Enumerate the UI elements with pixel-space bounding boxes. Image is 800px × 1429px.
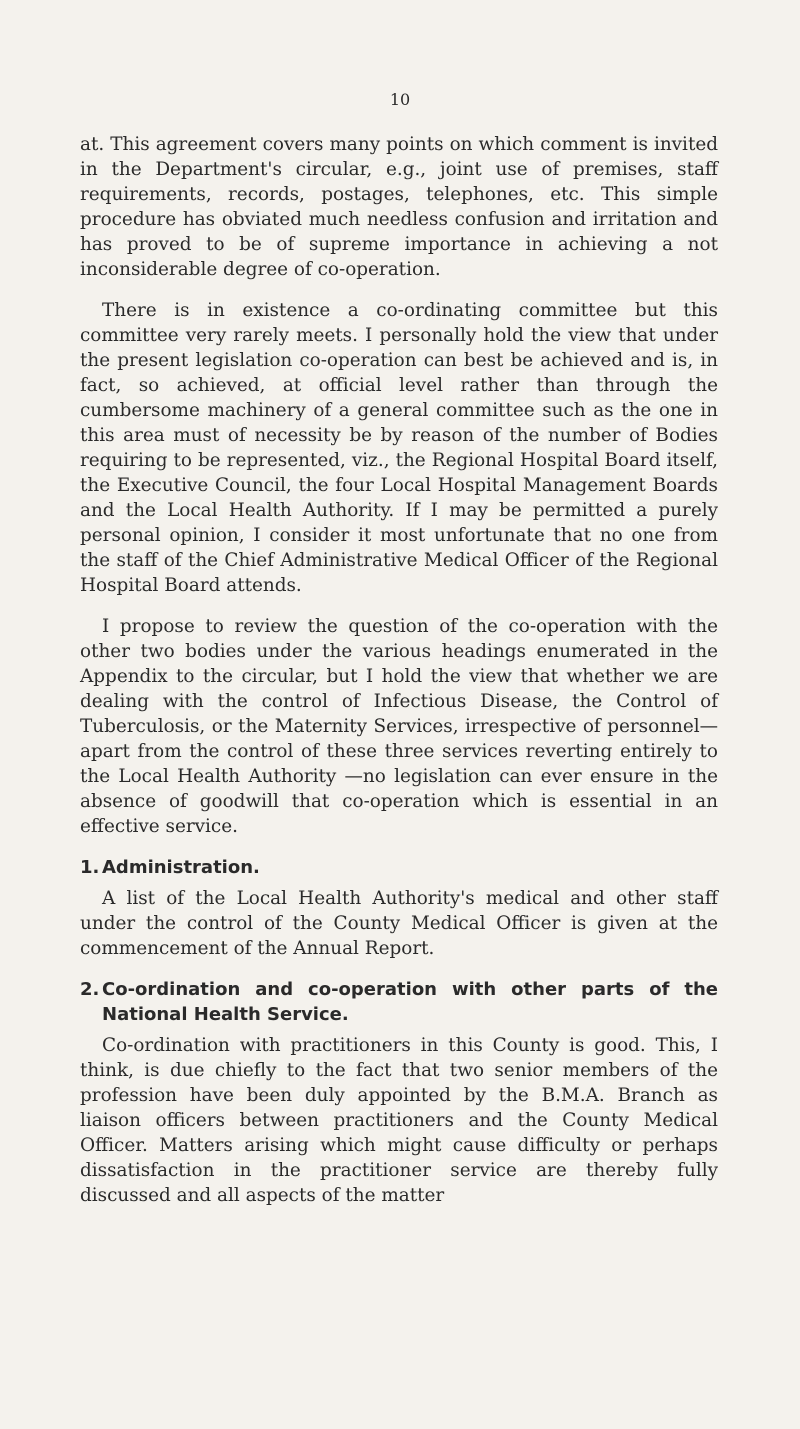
section-number: 2.: [80, 979, 100, 1000]
section-heading-coordination: [80, 977, 718, 1027]
section-title: Administration.: [102, 857, 260, 878]
section-title: Co-ordination and co-operation with other parts of the National Health Service.: [102, 979, 718, 1025]
section-text-coordination: Co-ordination with practitioners in this County is good. This, I think, is due chiefly to the fact that two senior members of the profession have been duly appointed by the B.M.A. Branch as liaison officers between practitioners and the County Medical Officer. Matters arising which might cause difficulty or perhaps dissatisfaction in the practitioner service are thereby fully discussed and all aspects of the matter: [80, 1035, 718, 1206]
document-body: [80, 132, 718, 1224]
section-text-administration: A list of the Local Health Authority's medical and other staff under the control of the County Medical Officer is given at the commencement of the Annual Report.: [80, 888, 718, 959]
paragraph-continuation: at. This agreement covers many points on which comment is invited in the Department's circular, e.g., joint use of premises, staff requirements, records, postages, telephones, etc. This simple procedure has obviated much needless confusion and irritation and has proved to be of supreme importance in achieving a not inconsiderable degree of co-operation.: [80, 134, 718, 280]
paragraph-review-cooperation: I propose to review the question of the co-operation with the other two bodies under the various headings enumerated in the Appendix to the circular, but I hold the view that whether we are dealing with the control of Infectious Disease, the Control of Tuberculosis, or the Maternity Services, irrespective of personnel—apart from the control of these three services reverting entirely to the Local Health Authority —no legislation can ever ensure in the absence of goodwill that co-operation which is essential in an effective service.: [80, 616, 718, 837]
section-heading-administration: [80, 855, 718, 880]
paragraph-coordinating-committee: There is in existence a co-ordinating committee but this committee very rarely meets. I personally hold the view that under the present legislation co-operation can best be achieved and is, in fact, so achieved, at official level rather than through the cumbersome machinery of a general committee such as the one in this area must of necessity be by reason of the number of Bodies requiring to be represented, viz., the Regional Hospital Board itself, the Executive Council, the four Local Hospital Management Boards and the Local Health Authority. If I may be permitted a purely personal opinion, I consider it most unfortunate that no one from the staff of the Chief Administrative Medical Officer of the Regional Hospital Board attends.: [80, 300, 718, 596]
section-number: 1.: [80, 857, 100, 878]
page-number: 10: [389, 90, 411, 109]
